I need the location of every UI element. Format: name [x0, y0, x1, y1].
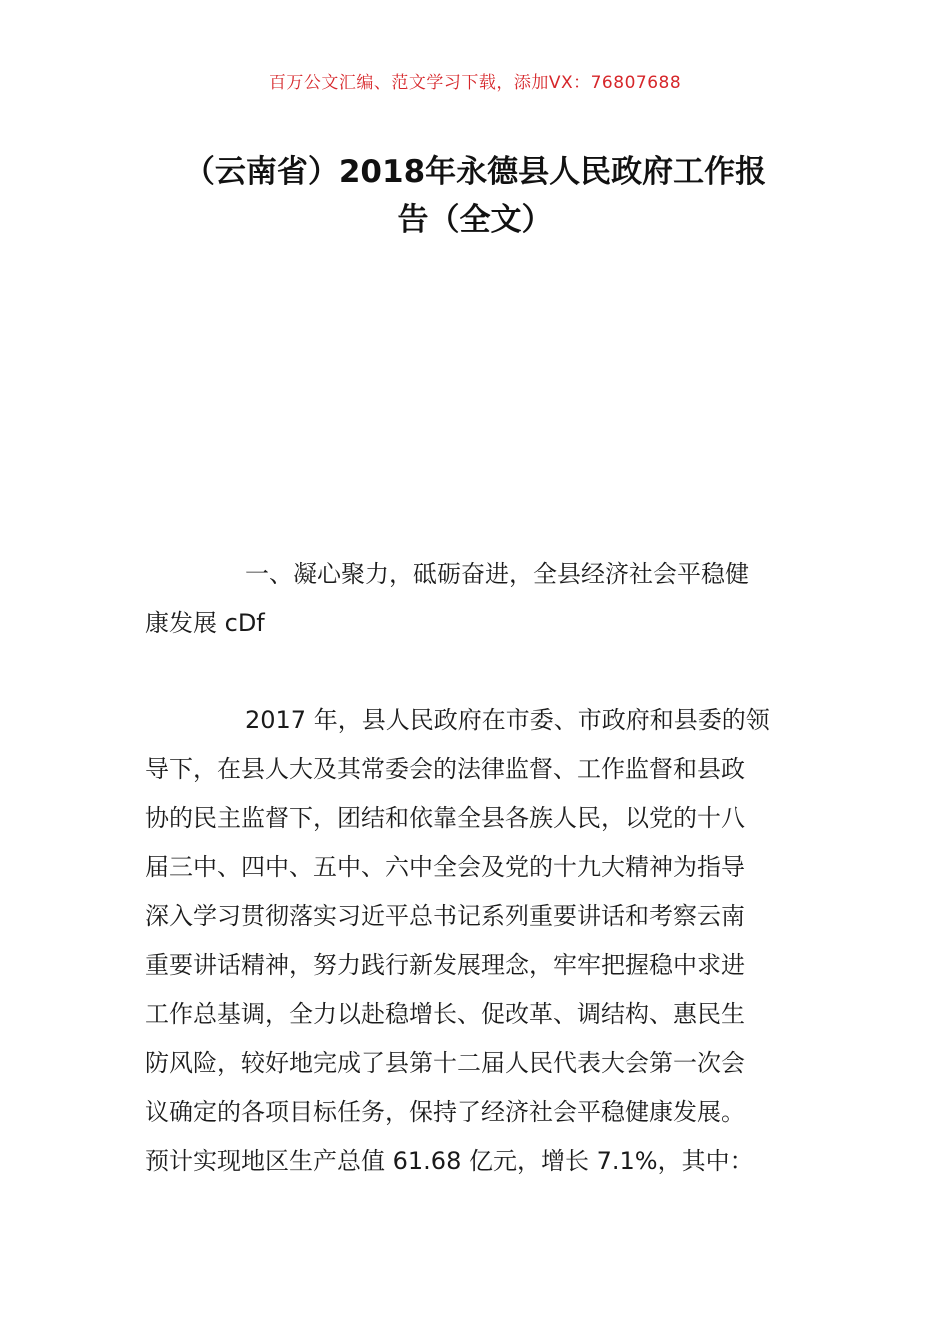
- paragraph-line: 导下，在县人大及其常委会的法律监督、工作监督和县政: [145, 755, 745, 783]
- paragraph-line: 预计实现地区生产总值 61.68 亿元，增长 7.1%，其中：: [145, 1147, 754, 1175]
- title-line-1: （云南省）2018年永德县人民政府工作报: [183, 154, 767, 190]
- section-heading: [145, 550, 810, 648]
- paragraph-line: 工作总基调，全力以赴稳增长、促改革、调结构、惠民生: [145, 1000, 745, 1028]
- paragraph-line: 2017 年，县人民政府在市委、市政府和县委的领: [245, 706, 770, 734]
- paragraph-line: 届三中、四中、五中、六中全会及党的十九大精神为指导: [145, 853, 745, 881]
- document-title: [140, 148, 810, 244]
- paragraph-line: 深入学习贯彻落实习近平总书记系列重要讲话和考察云南: [145, 902, 745, 930]
- section-heading-line: 一、凝心聚力，砥砺奋进，全县经济社会平稳健: [245, 560, 749, 588]
- paragraph-line: 议确定的各项目标任务，保持了经济社会平稳健康发展。: [145, 1098, 745, 1126]
- body-paragraph: [145, 696, 810, 1186]
- watermark-header-note: 百万公文汇编、范文学习下载，添加VX：76807688: [268, 73, 682, 93]
- paragraph-line: 防风险，较好地完成了县第十二届人民代表大会第一次会: [145, 1049, 745, 1077]
- title-line-2: 告（全文）: [397, 202, 553, 238]
- paragraph-line: 重要讲话精神，努力践行新发展理念，牢牢把握稳中求进: [145, 951, 745, 979]
- section-heading-line: 康发展 cDf: [145, 609, 265, 637]
- paragraph-line: 协的民主监督下，团结和依靠全县各族人民，以党的十八: [145, 804, 745, 832]
